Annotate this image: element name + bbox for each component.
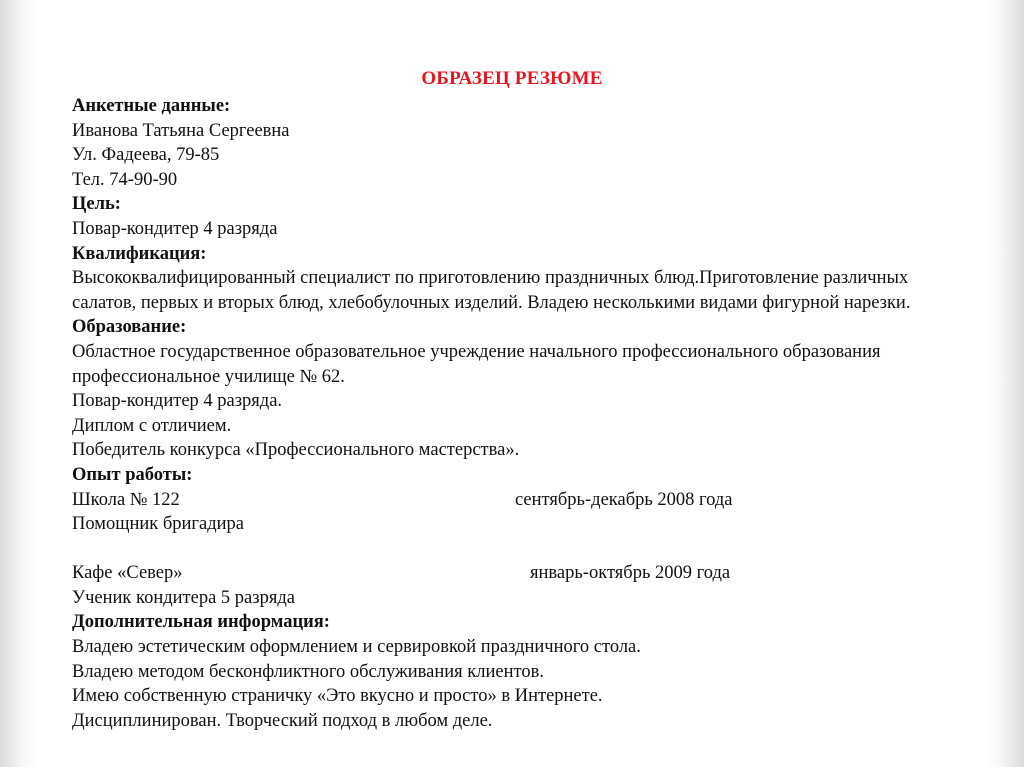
education-line: Диплом с отличием. bbox=[72, 415, 232, 436]
qualification-section bbox=[72, 242, 952, 316]
additional-line: Дисциплинирован. Творческий подход в любом деле. bbox=[72, 710, 493, 731]
experience-section bbox=[72, 463, 952, 611]
education-line: Областное государственное образовательное учреждение начального профессионального образования bbox=[72, 341, 881, 362]
job-place: Кафе «Север» bbox=[72, 563, 183, 584]
phone: Тел. 74-90-90 bbox=[72, 169, 178, 190]
job-role: Ученик кондитера 5 разряда bbox=[72, 587, 295, 608]
education-line: Повар-кондитер 4 разряда. bbox=[72, 391, 283, 412]
qualification-line: салатов, первых и вторых блюд, хлебобулочных изделий. Владею несколькими видами фигурной нарезки. bbox=[72, 292, 911, 313]
job-entry bbox=[72, 488, 952, 513]
address: Ул. Фадеева, 79-85 bbox=[72, 145, 220, 166]
personal-section bbox=[72, 94, 952, 192]
education-line: профессиональное училище № 62. bbox=[72, 366, 345, 387]
job-entry bbox=[72, 561, 952, 586]
job-role: Помощник бригадира bbox=[72, 514, 245, 535]
education-line: Победитель конкурса «Профессионального мастерства». bbox=[72, 440, 520, 461]
document-title: ОБРАЗЕЦ РЕЗЮМЕ bbox=[421, 68, 603, 89]
additional-line: Владею методом бесконфликтного обслуживания клиентов. bbox=[72, 661, 544, 682]
qualification-line: Высококвалифицированный специалист по приготовлению праздничных блюд.Приготовление различных bbox=[72, 268, 909, 289]
left-page-shadow bbox=[0, 0, 38, 767]
education-heading: Образование: bbox=[72, 317, 187, 338]
qualification-heading: Квалификация: bbox=[72, 243, 207, 264]
additional-line: Имею собственную страничку «Это вкусно и просто» в Интернете. bbox=[72, 686, 603, 707]
job-period: январь-октябрь 2009 года bbox=[530, 563, 731, 584]
additional-line: Владею эстетическим оформлением и сервировкой праздничного стола. bbox=[72, 637, 641, 658]
spacer bbox=[72, 537, 952, 562]
personal-heading: Анкетные данные: bbox=[72, 96, 231, 116]
resume-body bbox=[72, 94, 952, 733]
job-place: Школа № 122 bbox=[72, 489, 180, 510]
experience-heading: Опыт работы: bbox=[72, 464, 193, 485]
person-name: Иванова Татьяна Сергеевна bbox=[72, 120, 290, 141]
goal-section bbox=[72, 192, 952, 241]
additional-section bbox=[72, 610, 952, 733]
additional-heading: Дополнительная информация: bbox=[72, 612, 330, 633]
right-page-shadow bbox=[986, 0, 1024, 767]
education-section bbox=[72, 315, 952, 463]
goal-text: Повар-кондитер 4 разряда bbox=[72, 218, 278, 239]
goal-heading: Цель: bbox=[72, 194, 121, 215]
job-period: сентябрь-декабрь 2008 года bbox=[515, 489, 733, 510]
